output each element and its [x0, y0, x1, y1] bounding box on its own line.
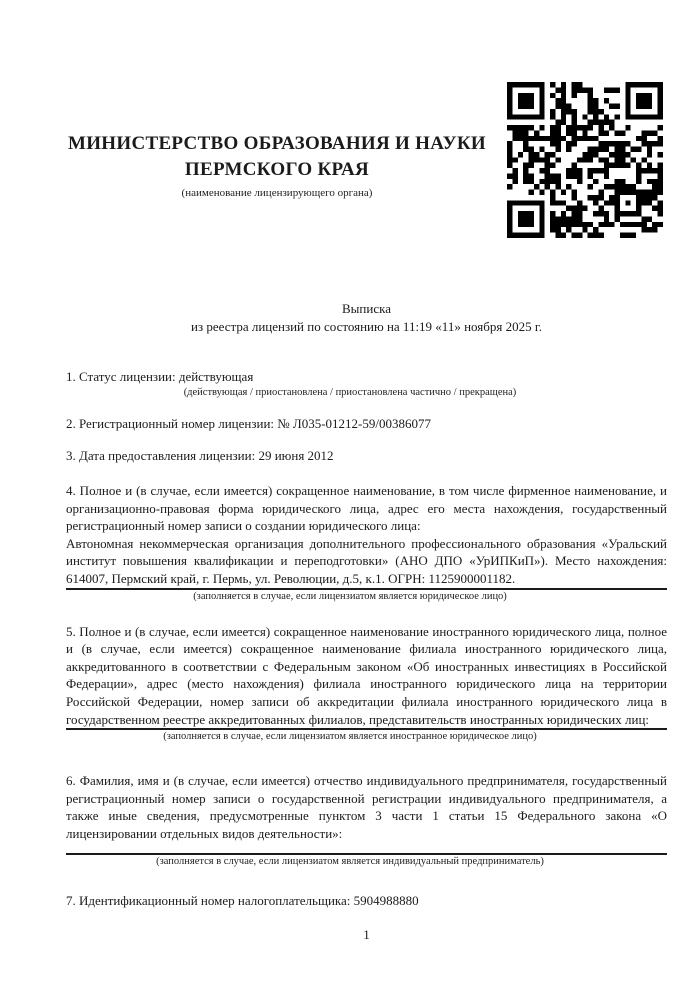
document-title: [66, 300, 667, 335]
qr-code: [507, 82, 663, 238]
license-date-text: 3. Дата предоставления лицензии: 29 июня 2012: [66, 448, 334, 464]
legal-entity-value: Автономная некоммерческая организация дополнительного профессионального образования «Уральский институт повышения квалификации и переподготовки» (АНО ДПО «УрИПКиП»). Место нахождения: 614007, Пермский край, г. Пермь, ул. Революции, д.5, к.1. ОГРН: 1125900001182.: [66, 535, 667, 586]
item-taxpayer-number: [66, 892, 667, 910]
item-registration-number: [66, 415, 667, 433]
ministry-name-line1: МИНИСТЕРСТВО ОБРАЗОВАНИЯ И НАУКИ: [67, 133, 487, 154]
ministry-caption: (наименование лицензирующего органа): [181, 187, 373, 199]
foreign-entity-label: 5. Полное и (в случае, если имеется) сокращенное наименование иностранного юридического лица, полное и (в случае, если имеется) сокращенное наименование филиала иностранного юридического лица, аккредитованного в соответствии с Федеральным законом «Об иностранных инвестициях в Российской Федерации», адрес (место нахождения) филиала иностранного юридического лица на территории Российской Федерации, номер записи об аккредитации филиала иностранного юридического лица в государственном реестре аккредитованных филиалов, представительств иностранных юридических лиц:: [66, 623, 667, 727]
ministry-name-line2: ПЕРМСКОГО КРАЯ: [184, 159, 370, 180]
legal-entity-note: (заполняется в случае, если лицензиатом является юридическое лицо): [193, 590, 507, 602]
license-status-text: 1. Статус лицензии: действующая: [66, 369, 254, 385]
item-foreign-entity: [66, 623, 667, 745]
taxpayer-number-text: 7. Идентификационный номер налогоплательщика: 5904988880: [66, 893, 419, 909]
individual-entrepreneur-label: 6. Фамилия, имя и (в случае, если имеется) отчество индивидуального предпринимателя, государственный регистрационный номер записи о государственной регистрации индивидуального предпринимателя, а также иные сведения, предусмотренные пунктом 3 части 1 статьи 15 Федерального закона «О лицензировании отдельных видов деятельности»:: [66, 773, 667, 841]
license-status-note: (действующая / приостановлена / приостановлена частично / прекращена): [183, 386, 517, 398]
item-license-status: [66, 368, 667, 400]
page-number: 1: [363, 927, 370, 942]
licensing-authority-header: [66, 131, 488, 200]
individual-entrepreneur-note: (заполняется в случае, если лицензиатом является индивидуальный предприниматель): [156, 856, 544, 868]
document-title-line2: из реестра лицензий по состоянию на 11:19 «11» ноября 2025 г.: [191, 318, 542, 334]
item-individual-entrepreneur: [66, 772, 667, 869]
qr-code-image: [507, 82, 663, 238]
registration-number-text: 2. Регистрационный номер лицензии: № Л035-01212-59/00386077: [66, 415, 432, 431]
foreign-entity-note: (заполняется в случае, если лицензиатом является иностранное юридическое лицо): [163, 731, 537, 743]
item-license-date: [66, 447, 667, 465]
item-legal-entity: [66, 482, 667, 604]
document-title-line1: Выписка: [342, 301, 391, 316]
legal-entity-label: 4. Полное и (в случае, если имеется) сокращенное наименование, в том числе фирменное наименование, и организационно-правовая форма юридического лица, адрес его места нахождения, государственный регистрационный номер записи о создании юридического лица:: [66, 482, 667, 534]
document-body: [66, 300, 667, 910]
